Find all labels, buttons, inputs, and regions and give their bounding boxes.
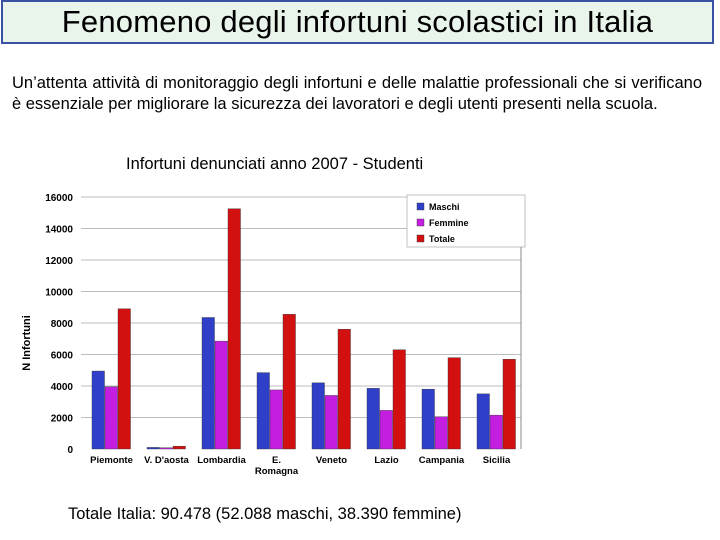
y-tick-label: 6000 bbox=[50, 350, 73, 362]
page-title: Fenomeno degli infortuni scolastici in Italia bbox=[61, 4, 654, 39]
legend-swatch bbox=[417, 203, 424, 210]
bar-femmine bbox=[490, 415, 503, 449]
bar-femmine bbox=[435, 417, 448, 449]
bar-chart bbox=[14, 182, 534, 482]
bar-totale bbox=[118, 309, 131, 449]
bar-maschi bbox=[92, 371, 105, 449]
legend-swatch bbox=[417, 235, 424, 242]
bar-maschi bbox=[202, 317, 215, 449]
x-tick-label: Romagna bbox=[254, 466, 299, 477]
bar-maschi bbox=[257, 373, 270, 449]
y-tick-label: 10000 bbox=[45, 287, 73, 299]
y-axis-label: N Infortuni bbox=[21, 315, 33, 371]
intro-paragraph: Un’attenta attività di monitoraggio degli infortuni e delle malattie professionali che si verificano è essenziale per migliorare la sicurezza dei lavoratori e degli utenti presenti nella scuola. bbox=[12, 74, 702, 113]
x-tick-label: E. bbox=[272, 455, 281, 466]
legend-swatch bbox=[417, 219, 424, 226]
bar-femmine bbox=[325, 395, 338, 449]
bar-femmine bbox=[380, 410, 393, 449]
chart-title: Infortuni denunciati anno 2007 - Studenti bbox=[126, 155, 424, 173]
bar-femmine bbox=[215, 341, 228, 449]
y-tick-label: 2000 bbox=[50, 413, 73, 425]
bar-maschi bbox=[147, 447, 160, 449]
y-tick-label: 4000 bbox=[50, 382, 73, 393]
y-tick-label: 16000 bbox=[45, 193, 73, 204]
x-tick-label: Campania bbox=[418, 455, 465, 466]
bar-maschi bbox=[367, 388, 380, 449]
bar-totale bbox=[283, 314, 296, 449]
bar-totale bbox=[503, 359, 516, 449]
legend-label: Femmine bbox=[429, 218, 469, 228]
legend-label: Maschi bbox=[429, 202, 460, 212]
chart-container bbox=[14, 182, 534, 482]
title-box bbox=[1, 0, 714, 44]
bar-totale bbox=[228, 209, 241, 449]
bar-totale bbox=[448, 358, 461, 449]
y-tick-label: 8000 bbox=[50, 319, 73, 330]
bar-femmine bbox=[270, 390, 283, 449]
y-tick-label: 14000 bbox=[45, 224, 73, 236]
x-tick-label: Lazio bbox=[374, 455, 399, 466]
bar-maschi bbox=[312, 383, 325, 449]
bar-totale bbox=[393, 350, 406, 449]
x-tick-label: Lombardia bbox=[197, 455, 246, 466]
bar-totale bbox=[173, 446, 186, 449]
y-tick-label: 0 bbox=[67, 445, 73, 456]
x-tick-label: Veneto bbox=[315, 455, 348, 466]
bar-maschi bbox=[422, 389, 435, 449]
x-tick-label: Sicilia bbox=[482, 455, 511, 466]
bar-totale bbox=[338, 329, 351, 449]
total-summary: Totale Italia: 90.478 (52.088 maschi, 38.390 femmine) bbox=[68, 505, 462, 523]
x-tick-label: Piemonte bbox=[90, 455, 133, 466]
bar-maschi bbox=[477, 394, 490, 449]
y-tick-label: 12000 bbox=[45, 256, 73, 267]
bar-femmine bbox=[160, 448, 173, 449]
x-tick-label: V. D'aosta bbox=[144, 455, 189, 466]
legend-label: Totale bbox=[429, 234, 455, 244]
bar-femmine bbox=[105, 387, 118, 449]
